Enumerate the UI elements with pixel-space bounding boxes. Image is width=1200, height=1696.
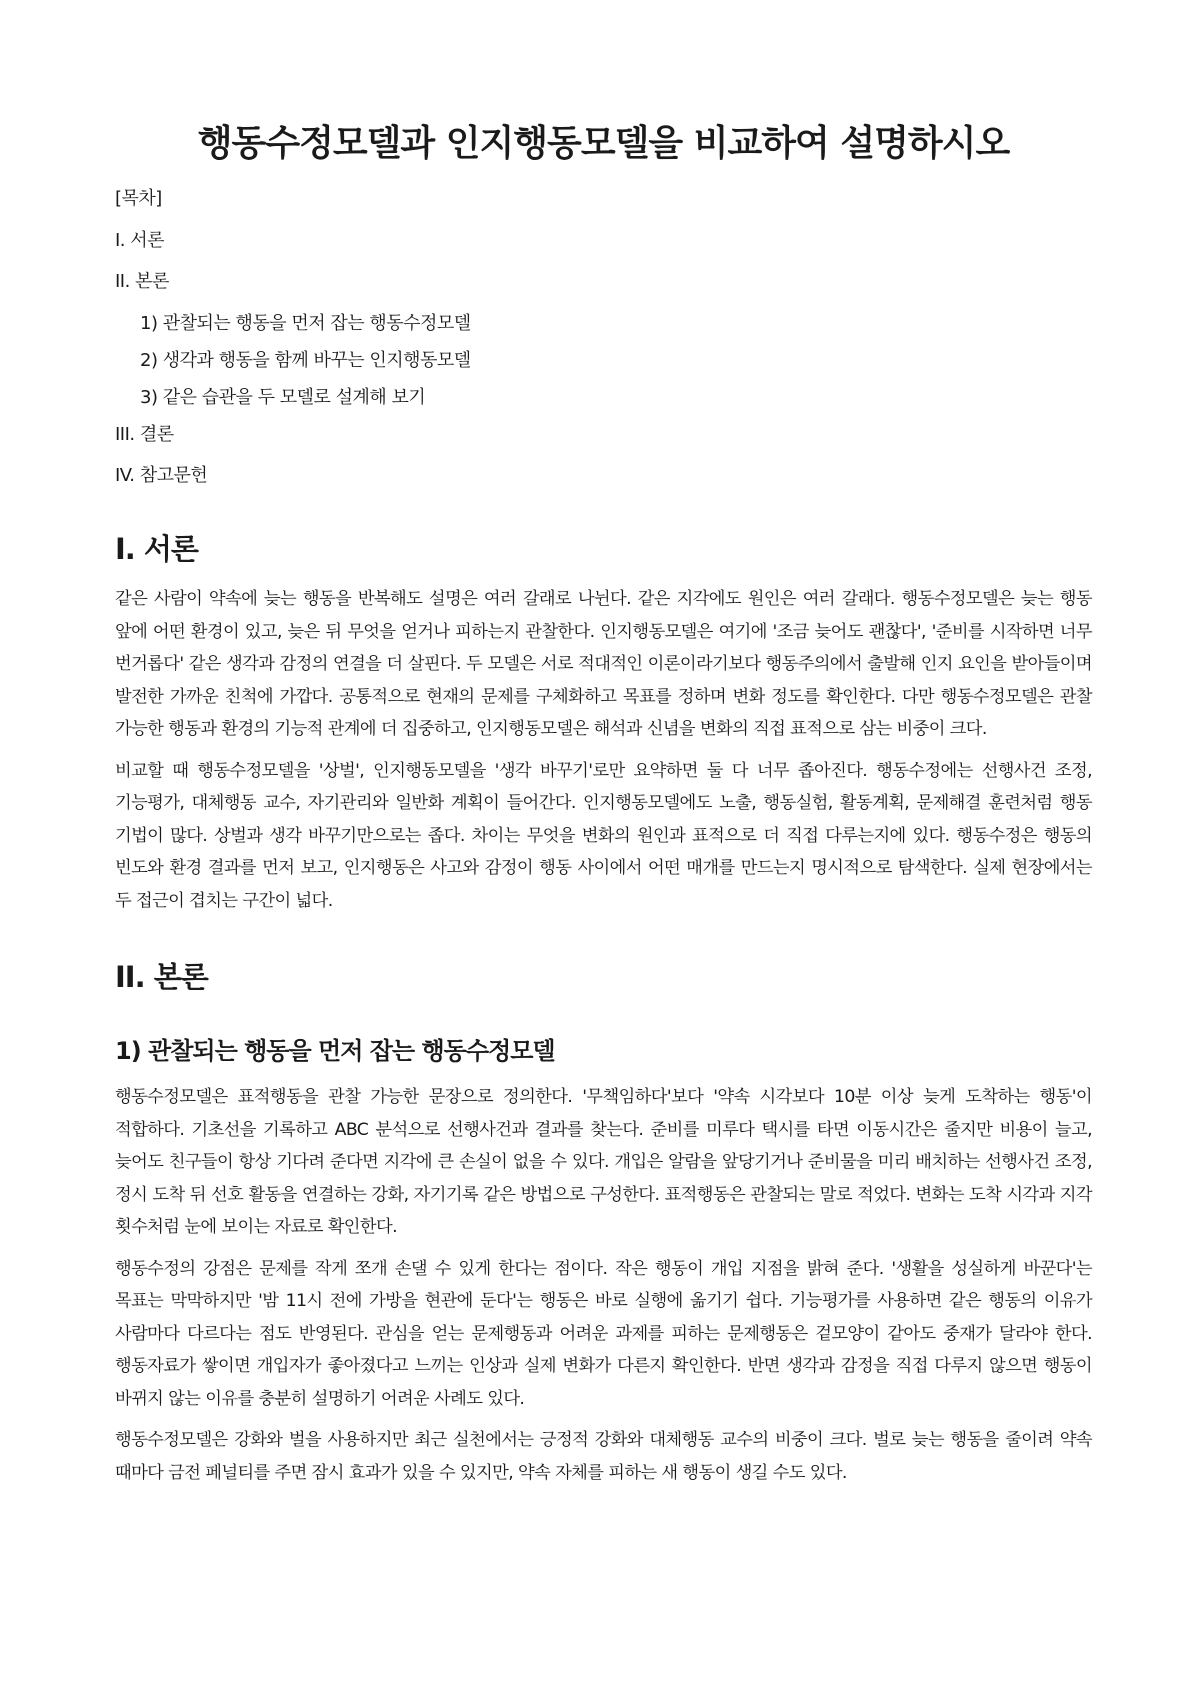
body-sub1-paragraph-2: 행동수정의 강점은 문제를 작게 쪼개 손댈 수 있게 한다는 점이다. 작은 행동이 개입 지점을 밝혀 준다. '생활을 성실하게 바꾼다'는 목표는 막막하지만 '밤 11시 전에 가방을 현관에 둔다'는 행동은 바로 실행에 옮기기 쉽다. 기능평가를 사용하면 같은 행동의 이유가 사람마다 다르다는 점도 반영된다. 관심을 얻는 문제행동과 어려운 과제를 피하는 문제행동은 겉모양이 같아도 중재가 달라야 한다. 행동자료가 쌓이면 개입자가 좋아졌다고 느끼는 인상과 실제 변화가 다른지 확인한다. 반면 생각과 감정을 직접 다루지 않으면 행동이 바뀌지 않는 이유를 충분히 설명하기 어려운 사례도 있다. (115, 1258, 1092, 1409)
section-heading-body: II. 본론 (115, 960, 208, 994)
toc-item-references: IV. 참고문헌 (115, 465, 208, 486)
body-sub1-paragraph-1: 행동수정모델은 표적행동을 관찰 가능한 문장으로 정의한다. '무책임하다'보다 '약속 시각보다 10분 이상 늦게 도착하는 행동'이 적합하다. 기초선을 기록하고 ABC 분석으로 선행사건과 결과를 찾는다. 준비를 미루다 택시를 타면 이동시간은 줄지만 비용이 늘고, 늦어도 친구들이 항상 기다려 준다면 지각에 큰 손실이 없을 수 있다. 개입은 알람을 앞당기거나 준비물을 미리 배치하는 선행사건 조정, 정시 도착 뒤 선호 활동을 연결하는 강화, 자기기록 같은 방법으로 구성한다. 표적행동은 관찰되는 말로 적었다. 변화는 도착 시각과 지각 횟수처럼 눈에 보이는 자료로 확인한다. (115, 1087, 1092, 1237)
toc-item-body-2: 2) 생각과 행동을 함께 바꾸는 인지행동모델 (140, 349, 471, 371)
toc-item-conclusion: III. 결론 (115, 423, 174, 445)
toc-item-body-3: 3) 같은 습관을 두 모델로 설계해 보기 (140, 386, 426, 408)
body-sub1-paragraph-3: 행동수정모델은 강화와 벌을 사용하지만 최근 실천에서는 긍정적 강화와 대체행동 교수의 비중이 크다. 벌로 늦는 행동을 줄이려 약속 때마다 금전 페널티를 주면 잠시 효과가 있을 수 있지만, 약속 자체를 피하는 새 행동이 생길 수도 있다. (115, 1430, 1092, 1483)
toc-item-intro: I. 서론 (115, 229, 165, 251)
toc-heading: [목차] (115, 188, 162, 209)
intro-paragraph-1: 같은 사람이 약속에 늦는 행동을 반복해도 설명은 여러 갈래로 나뉜다. 같은 지각에도 원인은 여러 갈래다. 행동수정모델은 늦는 행동 앞에 어떤 환경이 있고, 늦은 뒤 무엇을 얻거나 피하는지 관찰한다. 인지행동모델은 여기에 '조금 늦어도 괜찮다', '준비를 시작하면 너무 번거롭다' 같은 생각과 감정의 연결을 더 살핀다. 두 모델은 서로 적대적인 이론이라기보다 행동주의에서 출발해 인지 요인을 받아들이며 발전한 가까운 친척에 가깝다. 공통적으로 현재의 문제를 구체화하고 목표를 정하며 변화 정도를 확인한다. 다만 행동수정모델은 관찰 가능한 행동과 환경의 기능적 관계에 더 집중하고, 인지행동모델은 해석과 신념을 변화의 직접 표적으로 삼는 비중이 크다. (115, 589, 1092, 739)
document-title: 행동수정모델과 인지행동모델을 비교하여 설명하시오 (197, 123, 1010, 164)
subsection-heading-behavior-modification: 1) 관찰되는 행동을 먼저 잡는 행동수정모델 (115, 1037, 555, 1065)
toc-item-body: II. 본론 (115, 271, 169, 292)
section-heading-intro: I. 서론 (115, 532, 198, 566)
intro-paragraph-2: 비교할 때 행동수정모델을 '상벌', 인지행동모델을 '생각 바꾸기'로만 요약하면 둘 다 너무 좁아진다. 행동수정에는 선행사건 조정, 기능평가, 대체행동 교수, 자기관리와 일반화 계획이 들어간다. 인지행동모델에도 노출, 행동실험, 활동계획, 문제해결 훈련처럼 행동 기법이 많다. 상벌과 생각 바꾸기만으로는 좁다. 차이는 무엇을 변화의 원인과 표적으로 더 직접 다루는지에 있다. 행동수정은 행동의 빈도와 환경 결과를 먼저 보고, 인지행동은 사고와 감정이 행동 사이에서 어떤 매개를 만드는지 명시적으로 탐색한다. 실제 현장에서는 두 접근이 겹치는 구간이 넓다. (115, 760, 1092, 911)
toc-item-body-1: 1) 관찰되는 행동을 먼저 잡는 행동수정모델 (140, 312, 471, 334)
table-of-contents (115, 230, 1092, 488)
